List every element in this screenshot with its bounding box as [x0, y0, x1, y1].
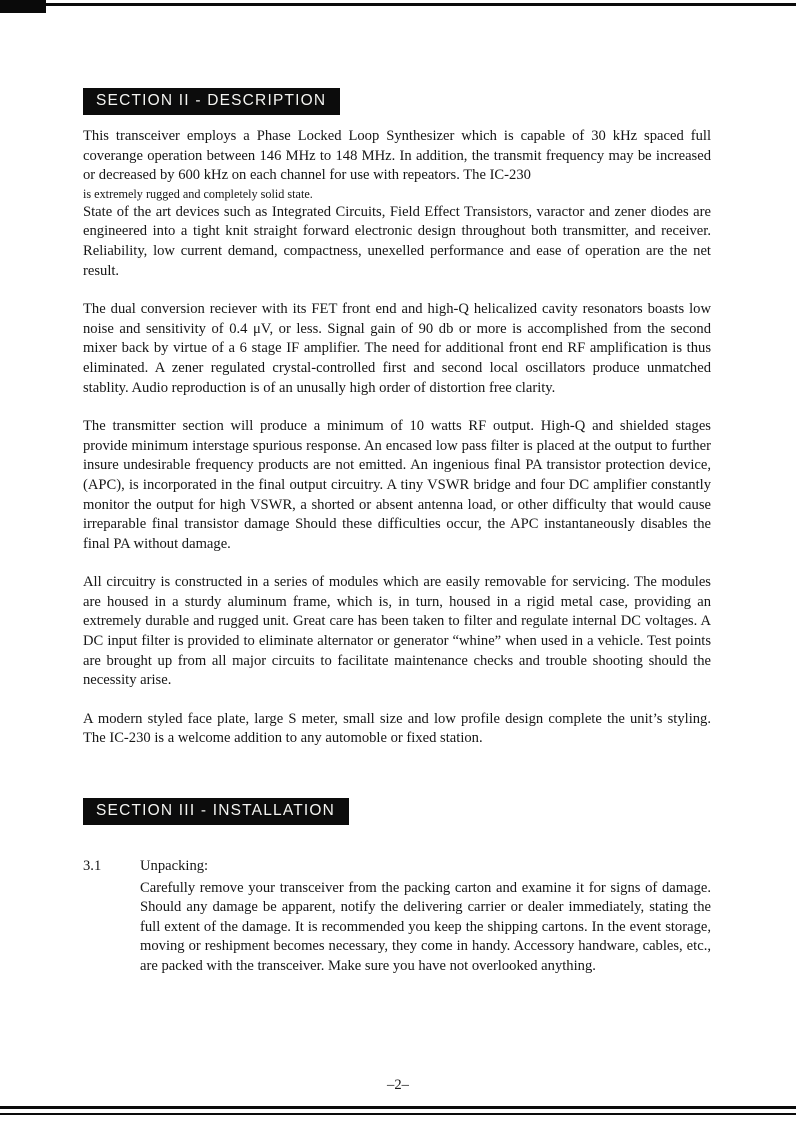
description-paragraph-1-text: This transceiver employs a Phase Locked Loop Synthesizer which is capable of 30 kHz spaced full coverange operation between 146 MHz to 148 MHz. In addition, the transmit frequency may be increased or decreased by 600 kHz on each channel for use with repeators. The IC-230 [83, 128, 711, 184]
description-paragraph-4: The transmitter section will produce a minimum of 10 watts RF output. High-Q and shielded stages provide minimum interstage spurious response. An encased low pass filter is placed at the output to further insure undesirable frequency products are not emitted. An ingenious final PA transistor protection device, (APC), is incorporated in the final output circuitry. A tiny VSWR bridge and four DC amplifier constantly monitor the output for high VSWR, a shorted or absent antenna load, or other difficulty that would cause irreparable final transistor damage Should these difficulties occur, the APC instantaneously disables the final PA without damage. [83, 418, 711, 552]
description-paragraph-2: State of the art devices such as Integrated Circuits, Field Effect Transistors, varactor and zener diodes are engineered into a tight knit straight forward electronic design throughout both transmitter, and receiver. Reliability, low current demand, compactness, unexelled performance and ease of operation are the net result. [83, 203, 711, 279]
scan-artifact-top-line [0, 3, 796, 6]
description-paragraph-1-small-line: is extremely rugged and completely solid state. [83, 186, 313, 201]
item-number: 3.1 [83, 858, 102, 875]
bottom-rule-lower [0, 1113, 796, 1115]
description-paragraph-6: A modern styled face plate, large S meter, small size and low profile design complete the unit’s styling. The IC-230 is a welcome addition to any automoble or fixed station. [83, 710, 711, 747]
description-paragraph-1 [83, 127, 711, 203]
section-iii-header: SECTION III - INSTALLATION [83, 798, 349, 825]
item-body: Carefully remove your transceiver from the packing carton and examine it for signs of damage. Should any damage be apparent, notify the delivering carrier or dealer immediately, stating the full extent of the damage. It is recommended you keep the shipping cartons. In the event storage, moving or reshipment becomes necessary, they come in handy. Accessory handware, cables, etc., are packed with the transceiver. Make sure you have not overlooked anything. [140, 879, 711, 974]
description-paragraph-5: All circuitry is constructed in a series of modules which are easily removable for servicing. The modules are housed in a sturdy aluminum frame, which is, in turn, housed in a rigid metal case, providing an extremely durable and rugged unit. Great care has been taken to filter and regulate internal DC voltages. A DC input filter is provided to eliminate alternator or generator “whine” when used in a vehicle. Test points are brought up from all major circuits to facilitate maintenance checks and trouble shooting should the necessity arise. [83, 574, 711, 689]
item-heading: Unpacking: [140, 858, 209, 875]
description-paragraph-3: The dual conversion reciever with its FET front end and high-Q helicalized cavity resonators boasts low noise and sensitivity of 0.4 μV, or less. Signal gain of 90 db or more is accomplished from the second mixer back by virtue of a 6 stage IF amplifier. The need for additional front end RF amplification is thus eliminated. A zener regulated crystal-controlled first and second local oscillators produce unmatched stablity. Audio reproduction is of an unusally high order of distortion free clarity. [83, 301, 711, 396]
section-gap [83, 768, 711, 798]
page-content [83, 88, 711, 977]
bottom-rule-upper [0, 1106, 796, 1109]
unpacking-item [83, 857, 711, 977]
item-content [140, 857, 711, 977]
section-ii-header: SECTION II - DESCRIPTION [83, 88, 340, 115]
scan-artifact-corner-block [0, 0, 46, 13]
page-number: –2– [387, 1077, 409, 1093]
